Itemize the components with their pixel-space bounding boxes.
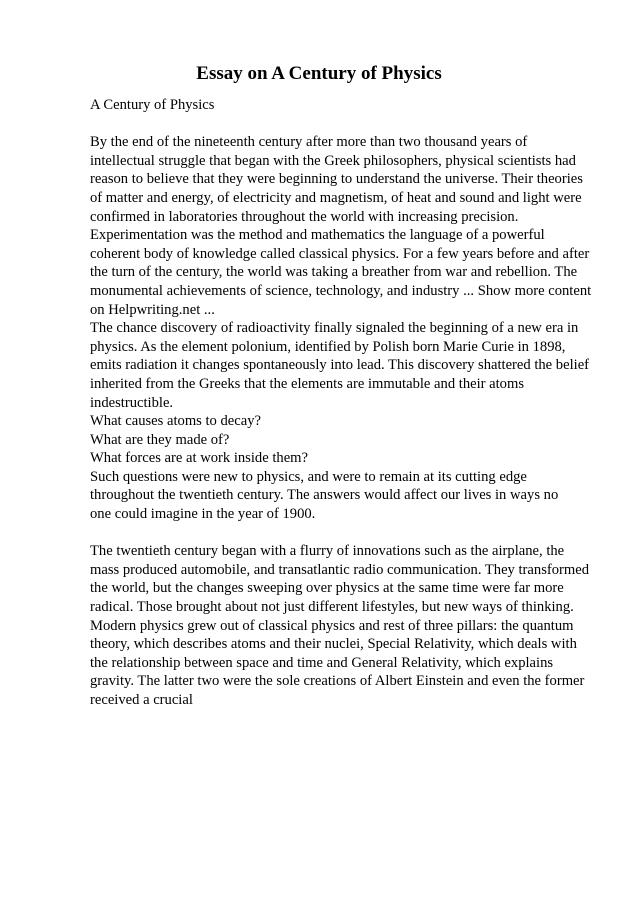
text-line: reason to believe that they were beginning to understand the universe. Their theories — [90, 171, 583, 188]
text-line: radical. Those brought about not just different lifestyles, but new ways of thinking. — [90, 599, 574, 616]
text-line: indestructible. — [90, 394, 174, 411]
text-line: intellectual struggle that began with the Greek philosophers, physical scientists had — [90, 152, 576, 169]
text-line: received a crucial — [90, 692, 193, 708]
page-title: Essay on A Century of Physics — [196, 63, 442, 84]
text-line: throughout the twentieth century. The answers would affect our lives in ways no — [90, 487, 559, 504]
essay-body — [90, 96, 610, 710]
text-line: the world, but the changes sweeping over physics at the same time were far more — [90, 580, 564, 597]
text-line: the turn of the century, the world was taking a breather from war and rebellion. The — [90, 264, 578, 281]
essay-subtitle: A Century of Physics — [90, 97, 215, 113]
question-line: What causes atoms to decay? — [90, 413, 261, 430]
paragraph-gap — [90, 115, 610, 134]
text-line: monumental achievements of science, technology, and industry ... Show more content — [90, 282, 592, 299]
text-line: on Helpwriting.net ... — [90, 301, 215, 318]
text-line: The twentieth century began with a flurry of innovations such as the airplane, the — [90, 543, 565, 560]
text-line: theory, which describes atoms and their nuclei, Special Relativity, which deals with — [90, 636, 577, 653]
text-line: Such questions were new to physics, and were to remain at its cutting edge — [90, 468, 527, 485]
text-line: mass produced automobile, and transatlantic radio communication. They transformed — [90, 561, 590, 578]
question-line: What are they made of? — [90, 431, 230, 448]
paragraph-1 — [90, 133, 610, 523]
text-line: inherited from the Greeks that the elements are immutable and their atoms — [90, 375, 525, 392]
text-line: emits radiation it changes spontaneously into lead. This discovery shattered the belief — [90, 357, 590, 374]
text-line: gravity. The latter two were the sole creations of Albert Einstein and even the former — [90, 673, 585, 690]
text-line: physics. As the element polonium, identified by Polish born Marie Curie in 1898, — [90, 338, 566, 355]
text-line: Experimentation was the method and mathematics the language of a powerful — [90, 227, 545, 244]
question-line: What forces are at work inside them? — [90, 450, 309, 467]
text-line: confirmed in laboratories throughout the world with increasing precision. — [90, 208, 519, 225]
text-line: of matter and energy, of electricity and magnetism, of heat and sound and light were — [90, 189, 582, 206]
text-line: the relationship between space and time and General Relativity, which explains — [90, 654, 554, 671]
text-line: Modern physics grew out of classical physics and rest of three pillars: the quantum — [90, 617, 574, 634]
text-line: By the end of the nineteenth century after more than two thousand years of — [90, 134, 528, 151]
paragraph-2 — [90, 542, 610, 709]
text-line: The chance discovery of radioactivity finally signaled the beginning of a new era in — [90, 320, 579, 337]
text-line: coherent body of knowledge called classical physics. For a few years before and after — [90, 245, 590, 262]
text-line: one could imagine in the year of 1900. — [90, 506, 316, 523]
paragraph-gap — [90, 524, 610, 543]
